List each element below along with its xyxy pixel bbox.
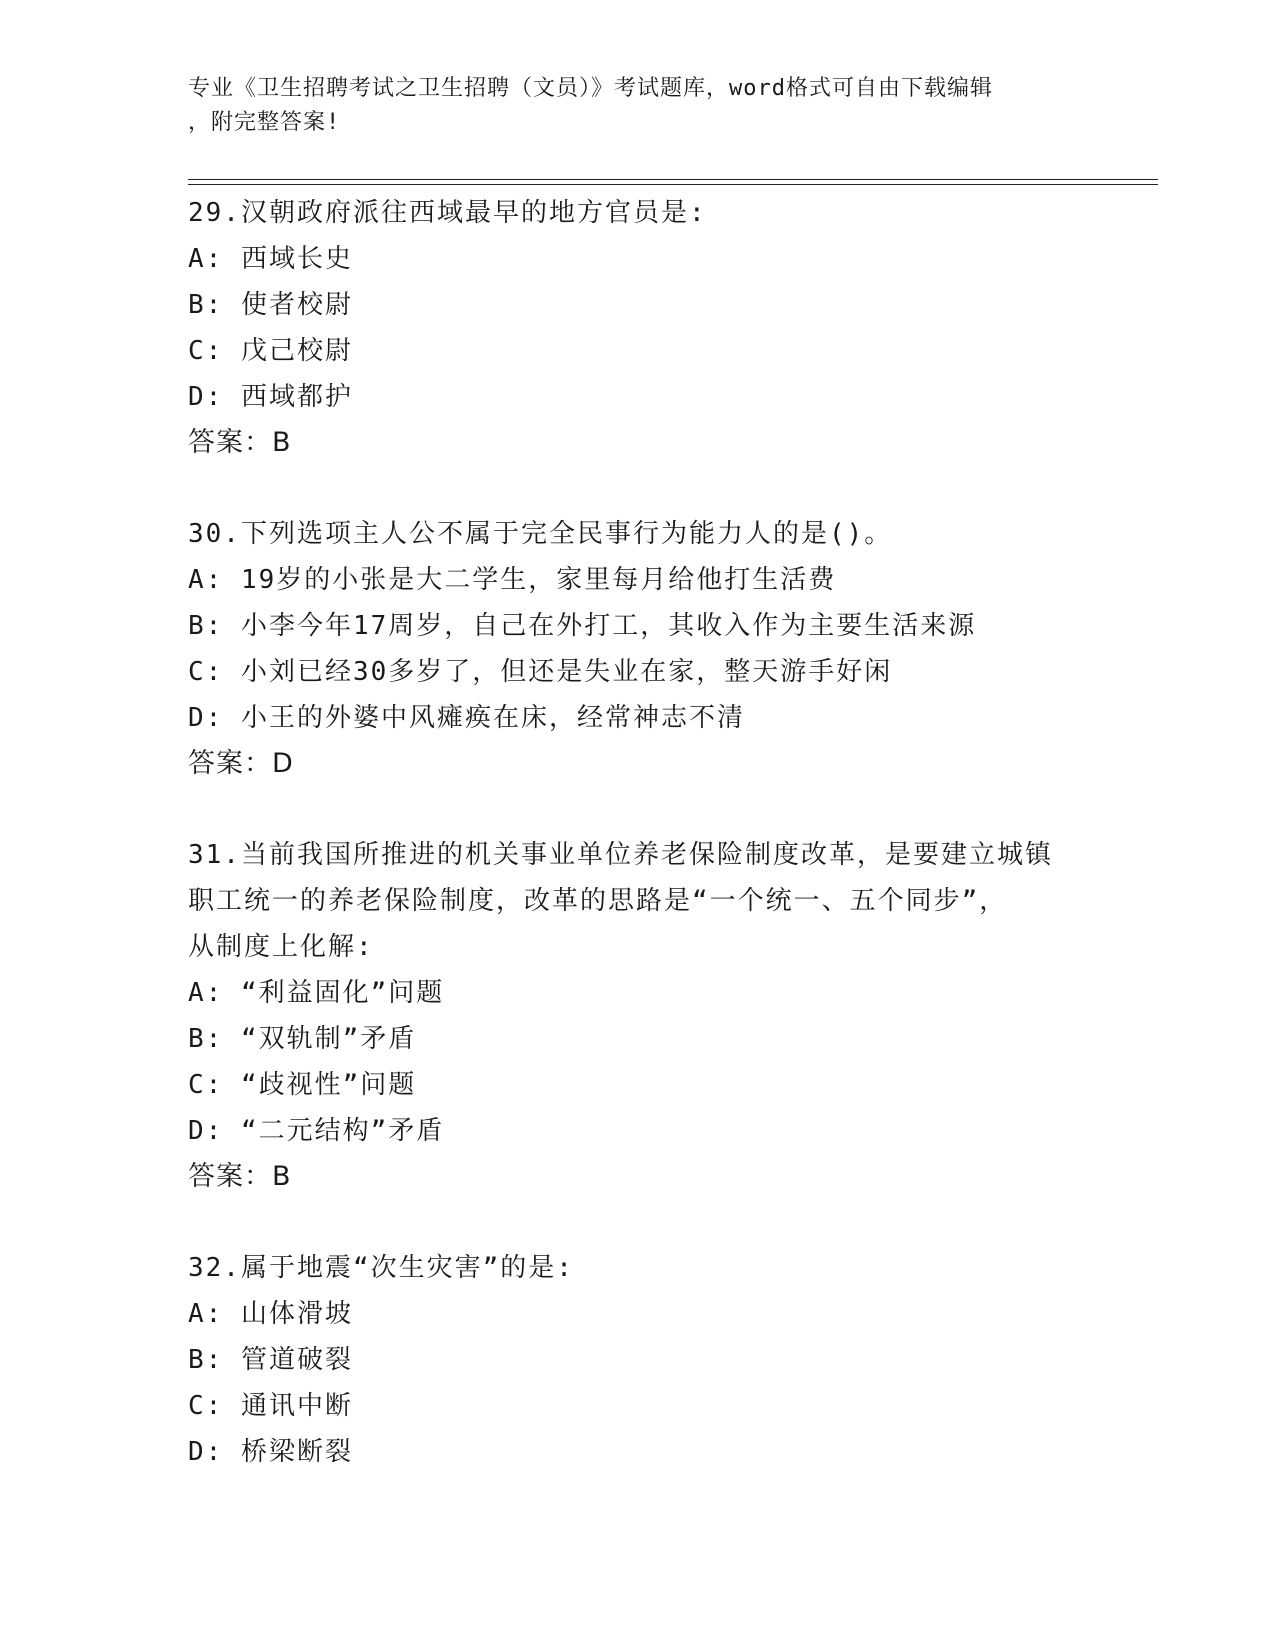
question-31 [188,832,1088,1200]
option-d: D: 西域都护 [188,382,353,412]
option-c: C: 小刘已经30多岁了，但还是失业在家，整天游手好闲 [188,657,893,687]
option-c: C: “歧视性”问题 [188,1070,417,1100]
header-divider-bottom [188,184,1158,185]
option-b: B: 小李今年17周岁，自己在外打工，其收入作为主要生活来源 [188,611,977,641]
header-line-2: ，附完整答案! [188,110,341,135]
question-stem-line-1: 31.当前我国所推进的机关事业单位养老保险制度改革，是要建立城镇 [188,840,1053,870]
document-header [188,72,1088,140]
option-b: B: “双轨制”矛盾 [188,1024,417,1054]
option-b: B: 使者校尉 [188,290,353,320]
question-stem: 30.下列选项主人公不属于完全民事行为能力人的是()。 [188,519,893,549]
question-30 [188,511,1088,787]
question-list [188,190,1088,1475]
header-divider-top [188,179,1158,180]
answer-line: 答案：B [188,427,292,458]
question-stem-line-2: 职工统一的养老保险制度，改革的思路是“一个统一、五个同步”， [188,886,1008,916]
answer-line: 答案：B [188,1161,292,1192]
option-a: A: “利益固化”问题 [188,978,445,1008]
option-c: C: 通讯中断 [188,1391,353,1421]
header-line-1: 专业《卫生招聘考试之卫生招聘（文员）》考试题库，word格式可自由下载编辑 [188,76,993,101]
question-stem: 29.汉朝政府派往西域最早的地方官员是: [188,198,707,228]
option-a: A: 19岁的小张是大二学生，家里每月给他打生活费 [188,565,837,595]
option-d: D: 小王的外婆中风瘫痪在床，经常神志不清 [188,703,745,733]
question-32 [188,1245,1088,1475]
option-b: B: 管道破裂 [188,1345,353,1375]
option-d: D: “二元结构”矛盾 [188,1116,445,1146]
option-c: C: 戊己校尉 [188,336,353,366]
question-stem-line-3: 从制度上化解: [188,932,374,962]
option-a: A: 西域长史 [188,244,353,274]
question-stem: 32.属于地震“次生灾害”的是: [188,1253,574,1283]
option-d: D: 桥梁断裂 [188,1437,353,1467]
answer-line: 答案：D [188,748,294,779]
option-a: A: 山体滑坡 [188,1299,353,1329]
question-29 [188,190,1088,466]
